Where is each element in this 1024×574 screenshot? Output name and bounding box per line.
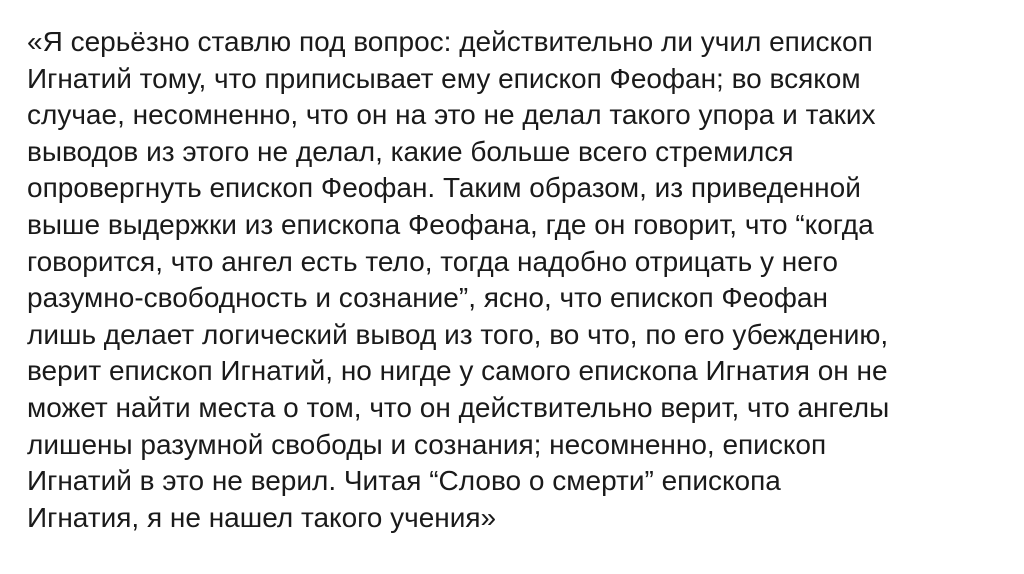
quote-text-block — [27, 24, 1004, 536]
quote-line: выводов из этого не делал, какие больше всего стремился — [27, 135, 794, 167]
quote-line: Игнатий в это не верил. Читая “Слово о смерти” епископа — [27, 465, 781, 497]
quote-line: «Я серьёзно ставлю под вопрос: действительно ли учил епископ — [27, 26, 873, 57]
quote-line: лишены разумной свободы и сознания; несомненно, епископ — [27, 428, 827, 460]
quote-line: опровергнуть епископ Феофан. Таким образом, из приведенной — [27, 172, 861, 204]
quote-line: может найти места о том, что он действительно верит, что ангелы — [27, 391, 890, 423]
quote-line: выше выдержки из епископа Феофана, где он говорит, что “когда — [27, 208, 874, 240]
quote-line: говорится, что ангел есть тело, тогда надобно отрицать у него — [27, 245, 838, 277]
quote-line: лишь делает логический вывод из того, во что, по его убеждению, — [27, 318, 889, 350]
quote-line: разумно-свободность и сознание”, ясно, что епископ Феофан — [27, 282, 828, 314]
quote-line: Игнатий тому, что приписывает ему епископ Феофан; во всяком — [27, 62, 861, 94]
quote-line: случае, несомненно, что он на это не делал такого упора и таких — [27, 99, 876, 131]
quote-line: Игнатия, я не нашел такого учения» — [27, 501, 497, 533]
quote-line: верит епископ Игнатий, но нигде у самого епископа Игнатия он не — [27, 355, 888, 387]
